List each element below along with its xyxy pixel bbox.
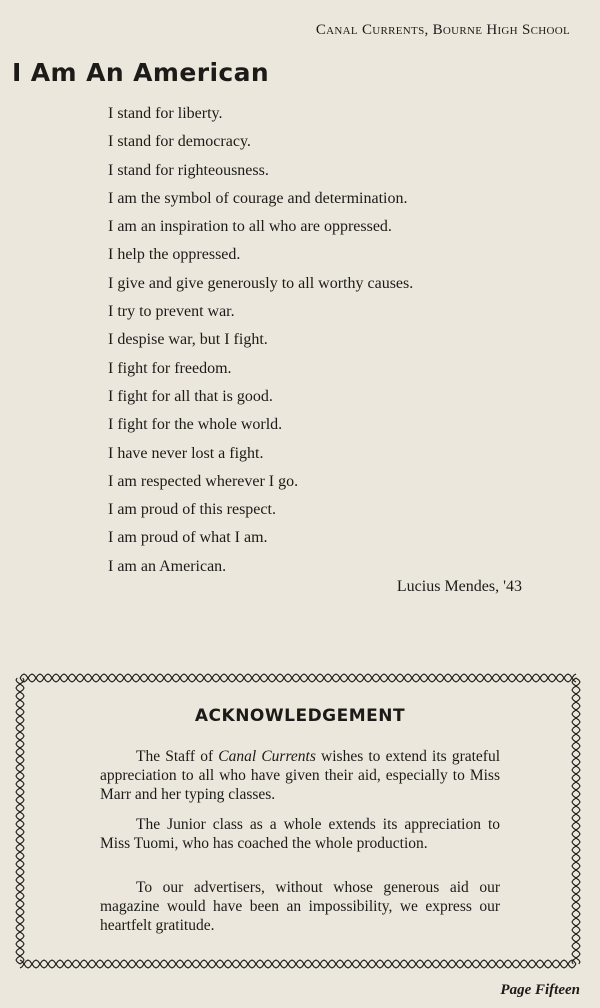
poem-author: Lucius Mendes, '43 xyxy=(396,578,522,595)
poem-line: I fight for all that is good. xyxy=(108,387,273,405)
poem-line: I am proud of this respect. xyxy=(108,501,276,519)
poem-line: I try to prevent war. xyxy=(108,303,235,321)
running-head: Canal Currents, Bourne High School xyxy=(315,22,570,38)
poem-line: I fight for freedom. xyxy=(108,359,232,377)
poem-line: I help the oppressed. xyxy=(108,246,241,264)
poem-line: I despise war, but I fight. xyxy=(108,331,268,349)
poem-line: I stand for democracy. xyxy=(108,133,251,151)
poem-line: I give and give generously to all worthy causes. xyxy=(108,274,414,292)
poem-line: I am an American. xyxy=(108,557,227,575)
poem-body xyxy=(108,100,413,581)
page-number: Page Fifteen xyxy=(500,982,580,998)
acknowledgement-heading: ACKNOWLEDGEMENT xyxy=(194,706,406,726)
ack-p1-text-end: wishes to extend its grateful appreciation to all who have given their aid, especially to Miss Marr and her typing classes. xyxy=(100,748,501,803)
poem-line: I have never lost a fight. xyxy=(108,444,264,462)
poem-line: I am respected wherever I go. xyxy=(108,472,299,490)
poem-title: I Am An American xyxy=(12,58,270,87)
acknowledgement-paragraph-3: To our advertisers, without whose generous aid our magazine would have been an impossibility, we express our heartfelt gratitude. xyxy=(100,879,500,934)
magazine-name: Canal Currents xyxy=(218,748,316,765)
poem-line: I fight for the whole world. xyxy=(108,416,283,434)
acknowledgement-paragraph-2: The Junior class as a whole extends its appreciation to Miss Tuomi, who has coached the whole production. xyxy=(100,816,500,852)
ack-p1-text-start: The Staff of xyxy=(136,748,219,765)
poem-line: I am an inspiration to all who are oppressed. xyxy=(108,218,392,236)
poem-line: I stand for righteousness. xyxy=(108,161,269,179)
poem-line: I stand for liberty. xyxy=(108,105,223,122)
poem-line: I am the symbol of courage and determination. xyxy=(108,189,408,207)
poem-line: I am proud of what I am. xyxy=(108,529,268,547)
acknowledgement-paragraph-1 xyxy=(100,747,500,804)
